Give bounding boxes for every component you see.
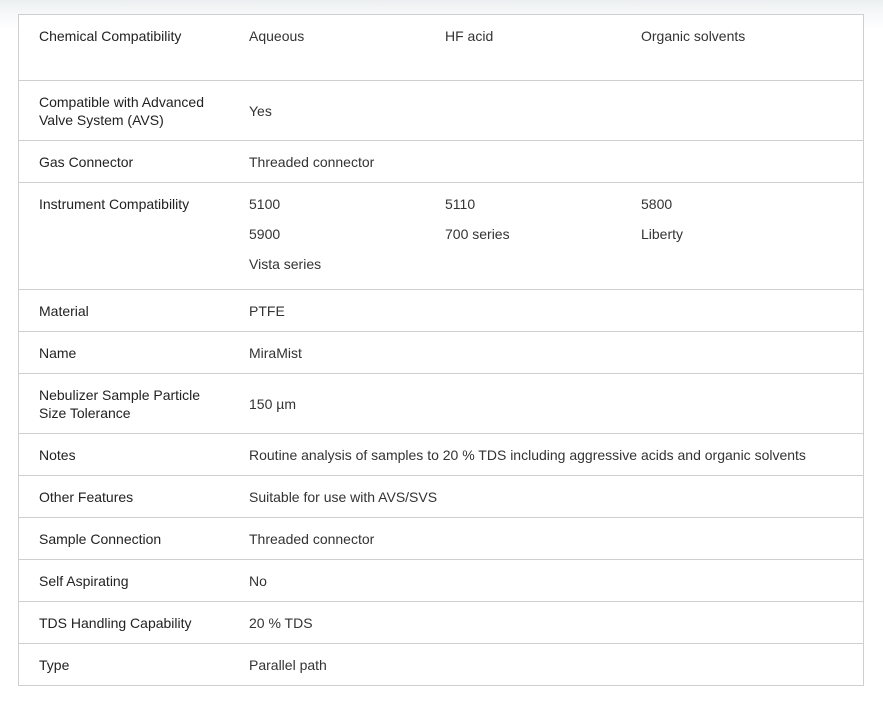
chemical-compatibility-list — [249, 27, 837, 45]
list-item: Organic solvents — [641, 28, 746, 44]
list-item: Aqueous — [249, 28, 305, 44]
spec-value: Suitable for use with AVS/SVS — [249, 488, 438, 505]
spec-row-particle-size — [19, 373, 863, 433]
spec-row-self-aspirating — [19, 559, 863, 601]
spec-label: Self Aspirating — [39, 572, 129, 589]
spec-row-other-features — [19, 475, 863, 517]
spec-label: Chemical Compatibility — [39, 28, 182, 44]
spec-label: Compatible with Advanced Valve System (AVS) — [39, 93, 204, 128]
spec-value: Yes — [249, 102, 272, 119]
spec-row-type — [19, 643, 863, 685]
spec-value — [249, 15, 863, 80]
spec-label: Nebulizer Sample Particle Size Tolerance — [39, 386, 201, 421]
spec-label: Notes — [39, 446, 76, 463]
list-item: 5800 — [641, 196, 673, 212]
spec-row-instrument-compatibility — [19, 182, 863, 289]
instrument-compatibility-list — [249, 195, 837, 273]
spec-row-gas-connector — [19, 140, 863, 182]
spec-value: 150 µm — [249, 395, 296, 412]
spec-label: Name — [39, 344, 77, 361]
spec-value: 20 % TDS — [249, 614, 313, 631]
spec-value: Threaded connector — [249, 530, 375, 547]
spec-value: Parallel path — [249, 656, 327, 673]
spec-label: Sample Connection — [39, 530, 162, 547]
spec-row-sample-connection — [19, 517, 863, 559]
spec-value: No — [249, 572, 267, 589]
spec-row-avs — [19, 80, 863, 140]
spec-label: TDS Handling Capability — [39, 614, 192, 631]
spec-label: Instrument Compatibility — [39, 196, 190, 212]
spec-label: Type — [39, 656, 70, 673]
spec-row-chemical-compatibility — [19, 15, 863, 80]
spec-row-name — [19, 331, 863, 373]
list-item: 700 series — [445, 226, 510, 242]
spec-label: Gas Connector — [39, 153, 134, 170]
spec-value: MiraMist — [249, 344, 302, 361]
spec-label: Material — [39, 302, 89, 319]
list-item: 5900 — [249, 226, 281, 242]
spec-row-material — [19, 289, 863, 331]
specifications-table — [18, 14, 864, 686]
list-item: 5100 — [249, 196, 281, 212]
spec-row-tds-handling — [19, 601, 863, 643]
spec-row-notes — [19, 433, 863, 475]
spec-label: Other Features — [39, 488, 134, 505]
list-item: Vista series — [249, 256, 322, 272]
spec-value: Routine analysis of samples to 20 % TDS including aggressive acids and organic solvents — [249, 446, 806, 463]
list-item: Liberty — [641, 226, 684, 242]
spec-value: PTFE — [249, 302, 285, 319]
list-item: 5110 — [445, 196, 476, 212]
spec-value — [249, 183, 863, 289]
list-item: HF acid — [445, 28, 494, 44]
spec-value: Threaded connector — [249, 153, 375, 170]
